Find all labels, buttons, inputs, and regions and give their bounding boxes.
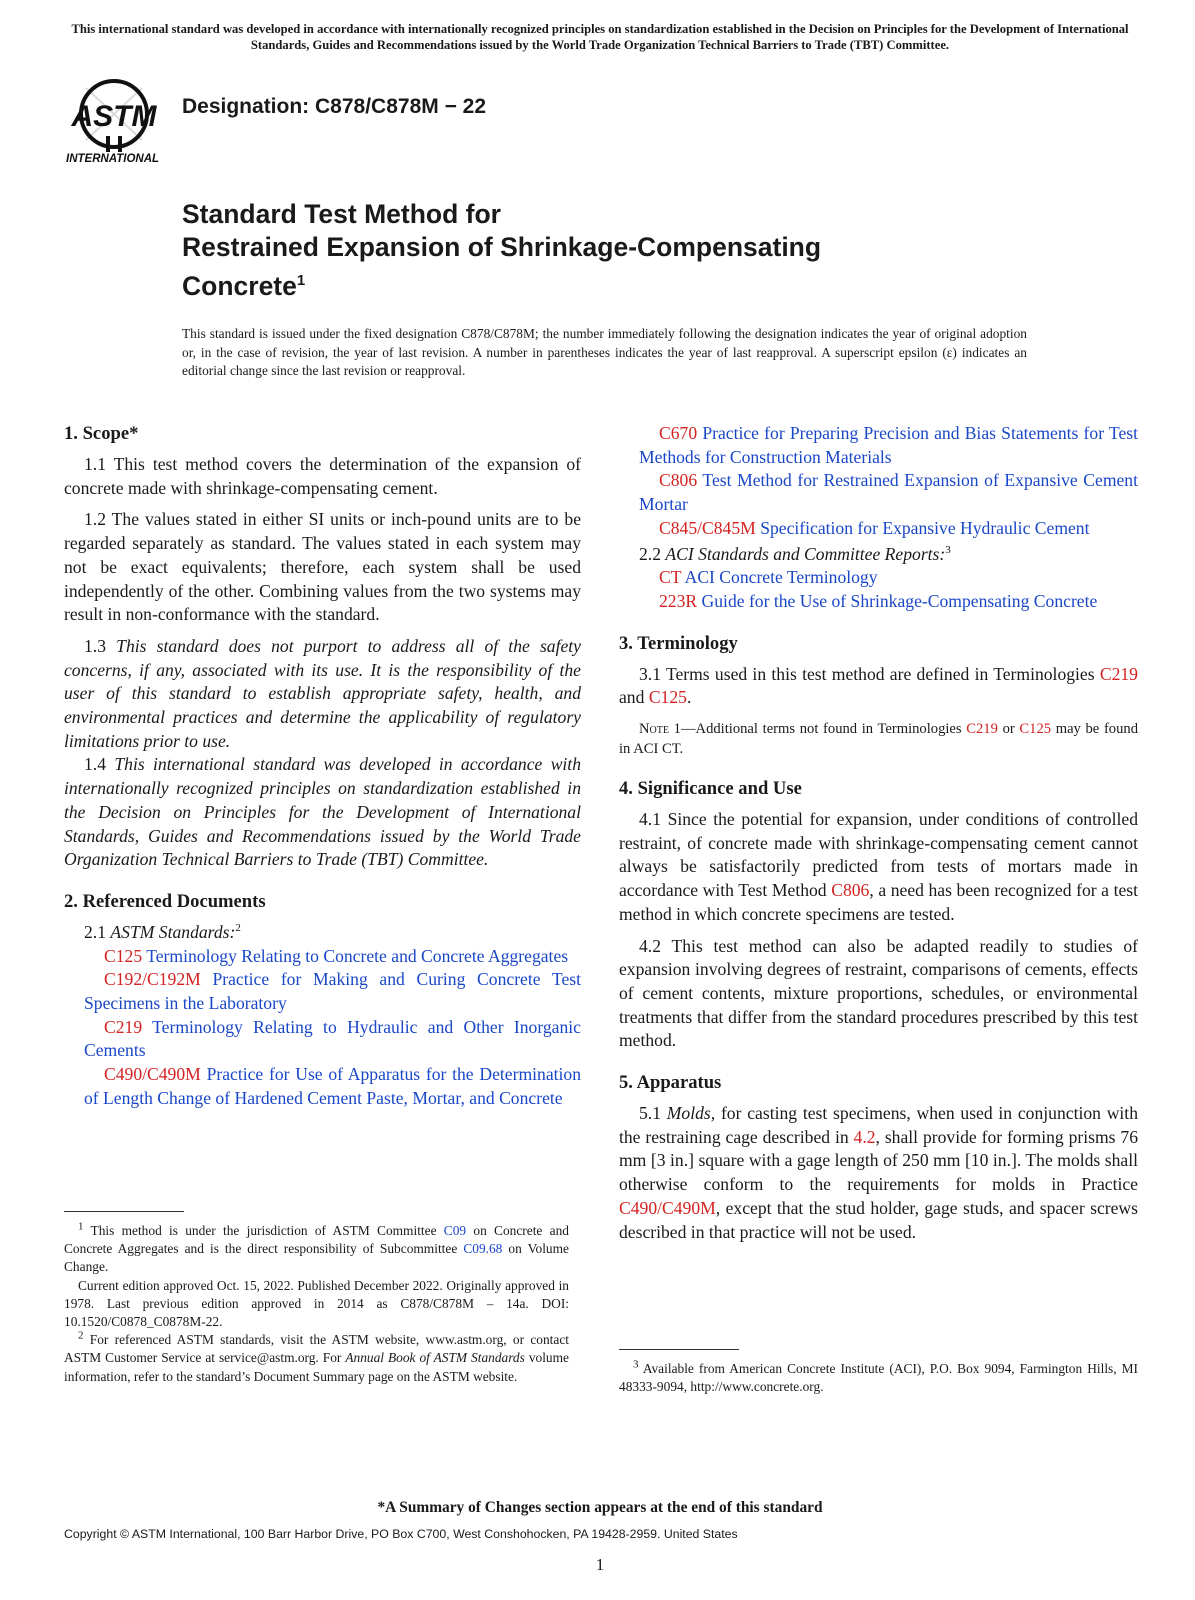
- footnote-2-text: For referenced ASTM standards, visit the ASTM website, www.astm.org, or contact ASTM Customer Service at service@astm.org. For: [64, 1332, 569, 1366]
- note-1: [619, 719, 1138, 759]
- section-2-2: [619, 543, 1138, 567]
- section-5-1-term: Molds,: [666, 1103, 716, 1124]
- document-title: [182, 198, 942, 303]
- designation: Designation: C878/C878M − 22: [182, 95, 487, 118]
- title-line-1: Standard Test Method for: [182, 199, 501, 229]
- reference-code-link[interactable]: CT: [659, 567, 682, 588]
- footnote-1-text: This method is under the jurisdiction of ASTM Committee: [90, 1223, 437, 1238]
- terminology-heading: 3. Terminology: [619, 632, 738, 654]
- reference-item[interactable]: [619, 422, 1138, 469]
- footnote-2-mark-label: 2: [78, 1329, 84, 1342]
- left-footnotes: [64, 1222, 569, 1386]
- reference-item[interactable]: [64, 945, 581, 969]
- section-3-1-text: and: [619, 687, 645, 708]
- section-1-3-text: This standard does not purport to address all of the safety concerns, if any, associated with its use. It is the responsibility of the user of this standard to establish appropriate safety, health, and environmental practices and determine the applicability of regulatory limitations prior to use.: [64, 635, 581, 751]
- reference-title-link[interactable]: Terminology Relating to Concrete and Concrete Aggregates: [146, 945, 569, 966]
- note-1-text: or: [1002, 721, 1015, 738]
- reference-title-link[interactable]: Practice for Making and Curing Concrete Test Specimens in the Laboratory: [84, 969, 581, 1014]
- section-5-1: [619, 1102, 1138, 1244]
- c219-link[interactable]: C219: [966, 721, 998, 738]
- section-4-1-text: 4.1 Since the potential for expansion, under conditions of controlled restraint, of concrete made with shrinkage-compensating cement cannot always be satisfactorily predicted from tests of mortars made in accordance with Test Method: [619, 809, 1138, 901]
- footnote-1-text: on Volume Change.: [64, 1241, 569, 1275]
- reference-title-link[interactable]: Specification for Expansive Hydraulic Cement: [760, 517, 1090, 538]
- c806-link[interactable]: C806: [831, 880, 870, 901]
- section-5-1-text: , shall provide for forming prisms 76 mm [3 in.] square with a gage length of 250 mm [10 in.]. The molds shall otherwise conform to the requirements for molds in Practice: [619, 1126, 1138, 1195]
- note-1-text: —Additional terms not found in Terminologies: [680, 721, 962, 738]
- reference-code-link[interactable]: C125: [104, 945, 143, 966]
- title-footnote-mark[interactable]: 1: [296, 272, 306, 289]
- reference-item[interactable]: [619, 469, 1138, 516]
- scope-heading: 1. Scope*: [64, 423, 139, 444]
- c125-link[interactable]: C125: [648, 687, 687, 708]
- reference-code-link[interactable]: C219: [104, 1016, 143, 1037]
- page-number: 1: [595, 1555, 605, 1574]
- left-footnote-rule: [64, 1211, 184, 1212]
- footnote-3-text: Available from American Concrete Institute (ACI), P.O. Box 9094, Farmington Hills, MI 48333-9094, http://www.concrete.org.: [619, 1361, 1139, 1395]
- footnote-2-mark[interactable]: 2: [235, 922, 241, 935]
- note-1-label: Note 1: [639, 721, 681, 738]
- reference-title-link[interactable]: Guide for the Use of Shrinkage-Compensating Concrete: [701, 590, 1098, 611]
- reference-code-link[interactable]: C192/C192M: [104, 969, 201, 990]
- section-2-2-label: ACI Standards and Committee Reports:: [665, 543, 946, 564]
- reference-title-link[interactable]: Practice for Preparing Precision and Bias Statements for Test Methods for Construction Materials: [639, 423, 1138, 467]
- astm-logo-mark: [64, 74, 176, 166]
- reference-title-link[interactable]: ACI Concrete Terminology: [684, 567, 878, 588]
- reference-code-link[interactable]: 223R: [659, 590, 698, 611]
- section-1-3: [64, 635, 581, 754]
- logo-subtext: INTERNATIONAL: [66, 153, 160, 165]
- copyright: Copyright © ASTM International, 100 Barr Harbor Drive, PO Box C700, West Conshohocken, PA 19428-2959. United States: [64, 1527, 738, 1541]
- section-5-1-text: for casting test specimens, when used in conjunction with the restraining cage described in: [619, 1103, 1138, 1147]
- footnote-3-mark-label: 3: [633, 1358, 639, 1371]
- tbt-notice: This international standard was developed in accordance with internationally recognized principles on standardization established in the Decision on Principles for the Development of International Standards, Guides and Recommendations issued by the World Trade Organization Technical Barriers to Trade (TBT) Committee.: [71, 22, 1129, 52]
- footnote-2-italic: Annual Book of ASTM Standards: [345, 1350, 525, 1366]
- reference-item[interactable]: [64, 968, 581, 1015]
- right-footnote-rule: [619, 1349, 739, 1350]
- section-1-3-number: 1.3: [84, 635, 106, 656]
- title-line-3: Concrete: [182, 270, 297, 301]
- reference-item[interactable]: [619, 517, 1138, 541]
- reference-code-link[interactable]: C490/C490M: [104, 1064, 201, 1085]
- section-4-1-text: , a need has been recognized for a test method in which concrete specimens are tested.: [619, 880, 1138, 924]
- footnote-3-mark[interactable]: 3: [945, 543, 951, 556]
- note-1-text: may be found in ACI CT.: [619, 721, 1138, 758]
- section-1-4-text: This international standard was developed in accordance with internationally recognized principles on standardization established in the Decision on Principles for the Development of International Standards, Guides and Recommendations issued by the World Trade Organization Technical Barriers to Trade (TBT) Committee.: [64, 754, 581, 870]
- section-4-1: [619, 808, 1138, 927]
- footnote-1-edition: Current edition approved Oct. 15, 2022. Published December 2022. Originally approved in 1978. Last previous edition approved in 2014 as C878/C878M – 14a. DOI: 10.1520/C0878_C0878M-22.: [64, 1277, 569, 1330]
- section-2-2-number: 2.2: [639, 543, 661, 564]
- section-5-1-text: , except that the stud holder, gage studs, and spacer screws described in that practice will not be used.: [619, 1197, 1138, 1242]
- section-5-1-number: 5.1: [639, 1103, 661, 1124]
- reference-item[interactable]: [619, 590, 1138, 614]
- reference-title-link[interactable]: Terminology Relating to Hydraulic and Other Inorganic Cements: [84, 1016, 581, 1061]
- section-1-4: [64, 753, 581, 872]
- reference-code-link[interactable]: C670: [659, 423, 698, 443]
- subcommittee-link[interactable]: C09.68: [463, 1241, 503, 1257]
- reference-title-link[interactable]: Practice for Use of Apparatus for the Determination of Length Change of Hardened Cement Paste, Mortar, and Concrete: [84, 1064, 581, 1108]
- right-column: [619, 422, 1138, 1244]
- issue-note: This standard is issued under the fixed designation C878/C878M; the number immediately following the designation indicates the year of original adoption or, in the case of revision, the year of last revision. A number in parentheses indicates the year of last reapproval. A superscript epsilon (ε) indicates an editorial change since the last revision or reapproval.: [182, 326, 1027, 379]
- c219-link[interactable]: C219: [1099, 663, 1138, 684]
- left-column: [64, 422, 581, 1111]
- footnote-1: [64, 1222, 569, 1277]
- referenced-documents-heading: 2. Referenced Documents: [64, 890, 266, 912]
- section-2-1: [64, 921, 581, 945]
- footnote-3: [619, 1360, 1138, 1396]
- section-3-1-text: .: [686, 687, 692, 708]
- reference-item[interactable]: [64, 1016, 581, 1063]
- significance-heading: 4. Significance and Use: [619, 778, 802, 800]
- astm-logo: [64, 74, 176, 166]
- section-3-1: [619, 663, 1138, 710]
- summary-of-changes-note: *A Summary of Changes section appears at the end of this standard: [377, 1499, 823, 1516]
- reference-title-link[interactable]: Test Method for Restrained Expansion of Expansive Cement Mortar: [639, 470, 1138, 515]
- section-3-1-text: 3.1 Terms used in this test method are defined in Terminologies: [639, 663, 1095, 684]
- section-1-2: 1.2 The values stated in either SI units or inch-pound units are to be regarded separately as standard. The values stated in each system may not be exact equivalents; therefore, each system shall be used independently of the other. Combining values from the two systems may result in non-conformance with the standard.: [64, 509, 581, 625]
- section-2-1-number: 2.1: [84, 921, 106, 942]
- footnote-1-text: on Concrete and Concrete Aggregates and is the direct responsibility of Subcommittee: [64, 1223, 569, 1257]
- apparatus-heading: 5. Apparatus: [619, 1072, 722, 1094]
- reference-code-link[interactable]: C806: [659, 470, 698, 491]
- c125-link[interactable]: C125: [1019, 721, 1052, 738]
- committee-link[interactable]: C09: [443, 1223, 467, 1238]
- right-footnotes: [619, 1360, 1138, 1396]
- reference-item[interactable]: [619, 566, 1138, 590]
- reference-code-link[interactable]: C845/C845M: [659, 517, 756, 538]
- section-2-1-label: ASTM Standards:: [110, 921, 236, 942]
- logo-text: ASTM: [71, 100, 157, 133]
- section-1-4-number: 1.4: [84, 754, 106, 775]
- section-4-2-link[interactable]: 4.2: [853, 1126, 876, 1147]
- footnote-2-text: volume information, refer to the standard’s Document Summary page on the ASTM website.: [64, 1350, 569, 1384]
- c490-link[interactable]: C490/C490M: [619, 1197, 716, 1218]
- section-1-1: 1.1 This test method covers the determination of the expansion of concrete made with shrinkage-compensating cement.: [64, 454, 581, 498]
- section-4-2: 4.2 This test method can also be adapted readily to studies of expansion involving degrees of restraint, comparisons of cements, effects of cement contents, mixture proportions, schedules, or environmental treatments that differ from the standard procedures prescribed by this test method.: [619, 935, 1138, 1051]
- title-line-2: Restrained Expansion of Shrinkage-Compensating: [182, 232, 822, 262]
- reference-item[interactable]: [64, 1063, 581, 1110]
- footnote-2: [64, 1331, 569, 1386]
- footnote-1-mark: 1: [78, 1220, 84, 1233]
